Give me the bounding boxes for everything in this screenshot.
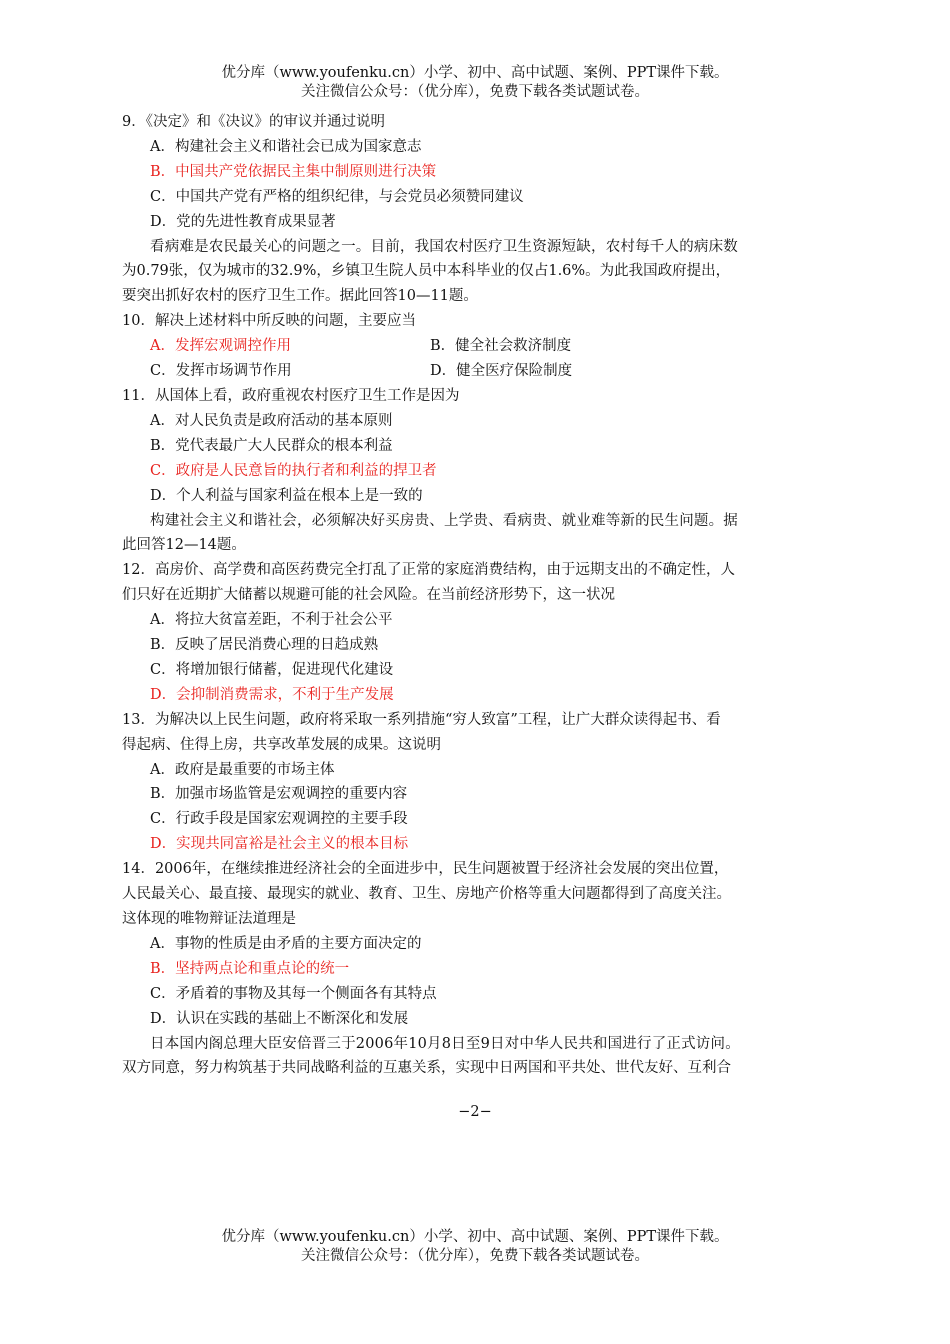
option-item: D．个人利益与国家利益在根本上是一致的 — [150, 487, 423, 504]
option-item: B．坚持两点论和重点论的统一 — [150, 960, 350, 977]
question-text: 12．高房价、高学费和高医药费完全打乱了正常的家庭消费结构，由于远期支出的不确定性，人 — [122, 562, 735, 579]
option-item: D．实现共同富裕是社会主义的根本目标 — [150, 836, 409, 853]
option-item: C．发挥市场调节作用 — [150, 363, 292, 380]
material-paragraph: 此回答12—14题。 — [122, 537, 246, 554]
material-paragraph: 要突出抓好农村的医疗卫生工作。据此回答10—11题。 — [122, 288, 478, 305]
material-paragraph: 看病难是农民最关心的问题之一。目前，我国农村医疗卫生资源短缺，农村每千人的病床数 — [150, 238, 738, 255]
question-text: 13．为解决以上民生问题，政府将采取一系列措施“穷人致富”工程，让广大群众读得起书、看 — [122, 711, 721, 728]
option-item: A．构建社会主义和谐社会已成为国家意志 — [150, 138, 422, 155]
option-row — [122, 359, 830, 384]
option-item: A．政府是最重要的市场主体 — [150, 761, 335, 778]
option-item: B．反映了居民消费心理的日趋成熟 — [150, 637, 379, 654]
option-item: C．将增加银行储蓄，促进现代化建设 — [150, 661, 394, 678]
option-item: B．党代表最广大人民群众的根本利益 — [150, 437, 393, 454]
option-item: C．矛盾着的事物及其每一个侧面各有其特点 — [150, 985, 437, 1002]
question-text: 人民最关心、最直接、最现实的就业、教育、卫生、房地产价格等重大问题都得到了高度关注。 — [122, 886, 731, 903]
option-item: A．对人民负责是政府活动的基本原则 — [150, 412, 393, 429]
page-number: −2− — [458, 1104, 492, 1120]
footer-line-1: 优分库（www.youfenku.cn）小学、初中、高中试题、案例、PPT课件下载。 — [221, 1229, 729, 1245]
option-item: B．中国共产党依据民主集中制原则进行决策 — [150, 163, 437, 180]
option-item: C．行政手段是国家宏观调控的主要手段 — [150, 811, 408, 828]
document-body — [122, 110, 830, 1081]
question-text: 这体现的唯物辩证法道理是 — [122, 911, 296, 927]
option-item: A．事物的性质是由矛盾的主要方面决定的 — [150, 935, 422, 952]
question-text: 9．《决定》和《决议》的审议并通过说明 — [122, 114, 385, 130]
option-item: C．政府是人民意旨的执行者和利益的捍卫者 — [150, 462, 437, 479]
option-item: D．健全医疗保险制度 — [430, 363, 573, 380]
footer-line-2: 关注微信公众号：（优分库），免费下载各类试题试卷。 — [301, 1248, 649, 1264]
option-item: D．认识在实践的基础上不断深化和发展 — [150, 1010, 409, 1027]
header-line-1: 优分库（www.youfenku.cn）小学、初中、高中试题、案例、PPT课件下载。 — [221, 65, 729, 81]
question-text: 得起病、住得上房，共享改革发展的成果。这说明 — [122, 736, 441, 753]
material-paragraph: 构建社会主义和谐社会，必须解决好买房贵、上学贵、看病贵、就业难等新的民生问题。据 — [150, 512, 738, 529]
option-row — [122, 334, 830, 359]
question-text: 11．从国体上看，政府重视农村医疗卫生工作是因为 — [122, 387, 460, 404]
page-header-top — [0, 64, 950, 102]
material-paragraph: 双方同意，努力构筑基于共同战略利益的互惠关系，实现中日两国和平共处、世代友好、互利合 — [122, 1060, 731, 1077]
question-text: 们只好在近期扩大储蓄以规避可能的社会风险。在当前经济形势下，这一状况 — [122, 587, 615, 604]
material-paragraph: 日本国内阁总理大臣安倍晋三于2006年10月8日至9日对中华人民共和国进行了正式访问。 — [150, 1035, 740, 1052]
option-item: C．中国共产党有严格的组织纪律，与会党员必须赞同建议 — [150, 188, 524, 205]
option-item: A．发挥宏观调控作用 — [150, 338, 291, 355]
question-text: 14．2006年，在继续推进经济社会的全面进步中，民生问题被置于经济社会发展的突出位置， — [122, 861, 729, 878]
option-item: D．会抑制消费需求，不利于生产发展 — [150, 686, 394, 703]
option-item: A．将拉大贫富差距，不利于社会公平 — [150, 612, 393, 629]
option-item: D．党的先进性教育成果显著 — [150, 213, 336, 230]
question-text: 10．解决上述材料中所反映的问题，主要应当 — [122, 313, 416, 330]
page-footer — [0, 1228, 950, 1266]
material-paragraph: 为0.79张，仅为城市的32.9%，乡镇卫生院人员中本科毕业的仅占1.6%。为此我国政府提出， — [122, 263, 731, 280]
option-item: B．加强市场监管是宏观调控的重要内容 — [150, 786, 408, 803]
header-line-2: 关注微信公众号：（优分库），免费下载各类试题试卷。 — [301, 84, 649, 100]
option-item: B．健全社会救济制度 — [430, 338, 572, 355]
